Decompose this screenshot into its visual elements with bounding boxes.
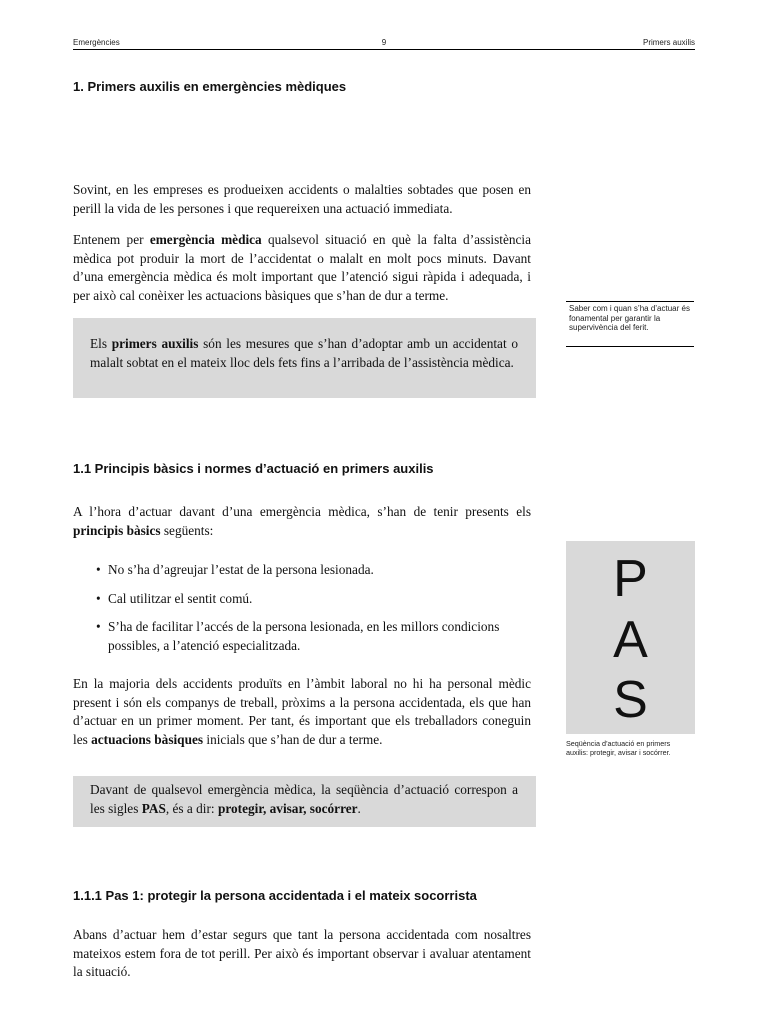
header-section: Primers auxilis <box>642 38 695 47</box>
pas-letter-a: A <box>613 611 648 669</box>
pas-letter-s: S <box>613 671 648 729</box>
term-protect-alert-help: protegir, avisar, socórrer <box>217 800 358 816</box>
pas-sequence-text: Davant de qualsevol emergència mèdica, la seqüència d’actuació correspon a les sigles PAS, és a dir: protegir, avisar, socórrer. <box>90 782 518 816</box>
section-heading-1-1-1: 1.1.1 Pas 1: protegir la persona accidentada i el mateix socorrista <box>73 888 477 903</box>
first-aid-definition-box <box>73 318 536 398</box>
workplace-paragraph: En la majoria dels accidents produïts en l’àmbit laboral no hi ha personal mèdic present i són els companys de treball, pròxims a la persona accidentada, els que han d’actuar en un primer moment. Per tant, és important que els treballadors coneguin les actuacions bàsiques inicials que s’han de dur a terme. <box>73 676 531 747</box>
intro-paragraph: Sovint, en les empreses es produeixen accidents o malalties sobtades que posen en perill la vida de les persones i que requereixen una actuació immediata. <box>73 182 531 216</box>
page-number: 9 <box>381 38 387 47</box>
term-basic-actions: actuacions bàsiques <box>91 731 204 747</box>
header-chapter: Emergències <box>73 38 120 47</box>
first-aid-definition-text: Els primers auxilis són les mesures que s’han d’adoptar amb un accidentat o malalt sobtat en el mateix lloc dels fets fins a l’arribada de l’assistència mèdica. <box>90 336 518 370</box>
bullet-dot: • <box>96 619 101 634</box>
pas-letter-p: P <box>613 550 648 608</box>
bullet-dot: • <box>96 562 101 577</box>
list-item: • Cal utilitzar el sentit comú. <box>73 590 531 609</box>
term-basic-principles: principis bàsics <box>73 522 161 538</box>
pas-figure-caption: Seqüència d’actuació en primers auxilis: protegir, avisar i socórrer. <box>566 739 671 757</box>
margin-note: Saber com i quan s’ha d’actuar és fonamental per garantir la supervivència del ferit. <box>566 301 694 347</box>
list-item: • S’ha de facilitar l’accés de la persona lesionada, en les millors condicions possibles, a l’atenció especialitzada. <box>96 619 500 653</box>
list-item: • No s’ha d’agreujar l’estat de la persona lesionada. <box>73 561 531 580</box>
bullet-dot: • <box>96 591 101 606</box>
pas-sequence-box <box>73 776 536 827</box>
step1-paragraph: Abans d’actuar hem d’estar segurs que tant la persona accidentada com nosaltres mateixos estem fora de tot perill. Per això és important observar i avaluar atentament la situació. <box>73 927 531 979</box>
running-header <box>73 38 695 49</box>
emergency-definition-paragraph: Entenem per emergència mèdica qualsevol situació en què la falta d’assistència mèdica pot produir la mort de l’accidentat o malalt en molt pocs minuts. Davant d’una emergència mèdica és molt important que l’atenció sigui ràpida i adequada, i per això cal conèixer les actuacions bàsiques que s’han de dur a terme. <box>73 232 531 303</box>
section-heading-1: 1. Primers auxilis en emergències mèdiques <box>73 79 347 94</box>
pas-figure <box>566 541 695 734</box>
basic-principles-intro: A l’hora d’actuar davant d’una emergència mèdica, s’han de tenir presents els principis bàsics següents: <box>73 504 531 538</box>
header-rule <box>73 49 695 50</box>
term-medical-emergency: emergència mèdica <box>149 232 262 247</box>
term-pas: PAS <box>141 800 166 816</box>
term-first-aid: primers auxilis <box>111 336 199 351</box>
section-heading-1-1: 1.1 Principis bàsics i normes d’actuació en primers auxilis <box>73 461 434 476</box>
